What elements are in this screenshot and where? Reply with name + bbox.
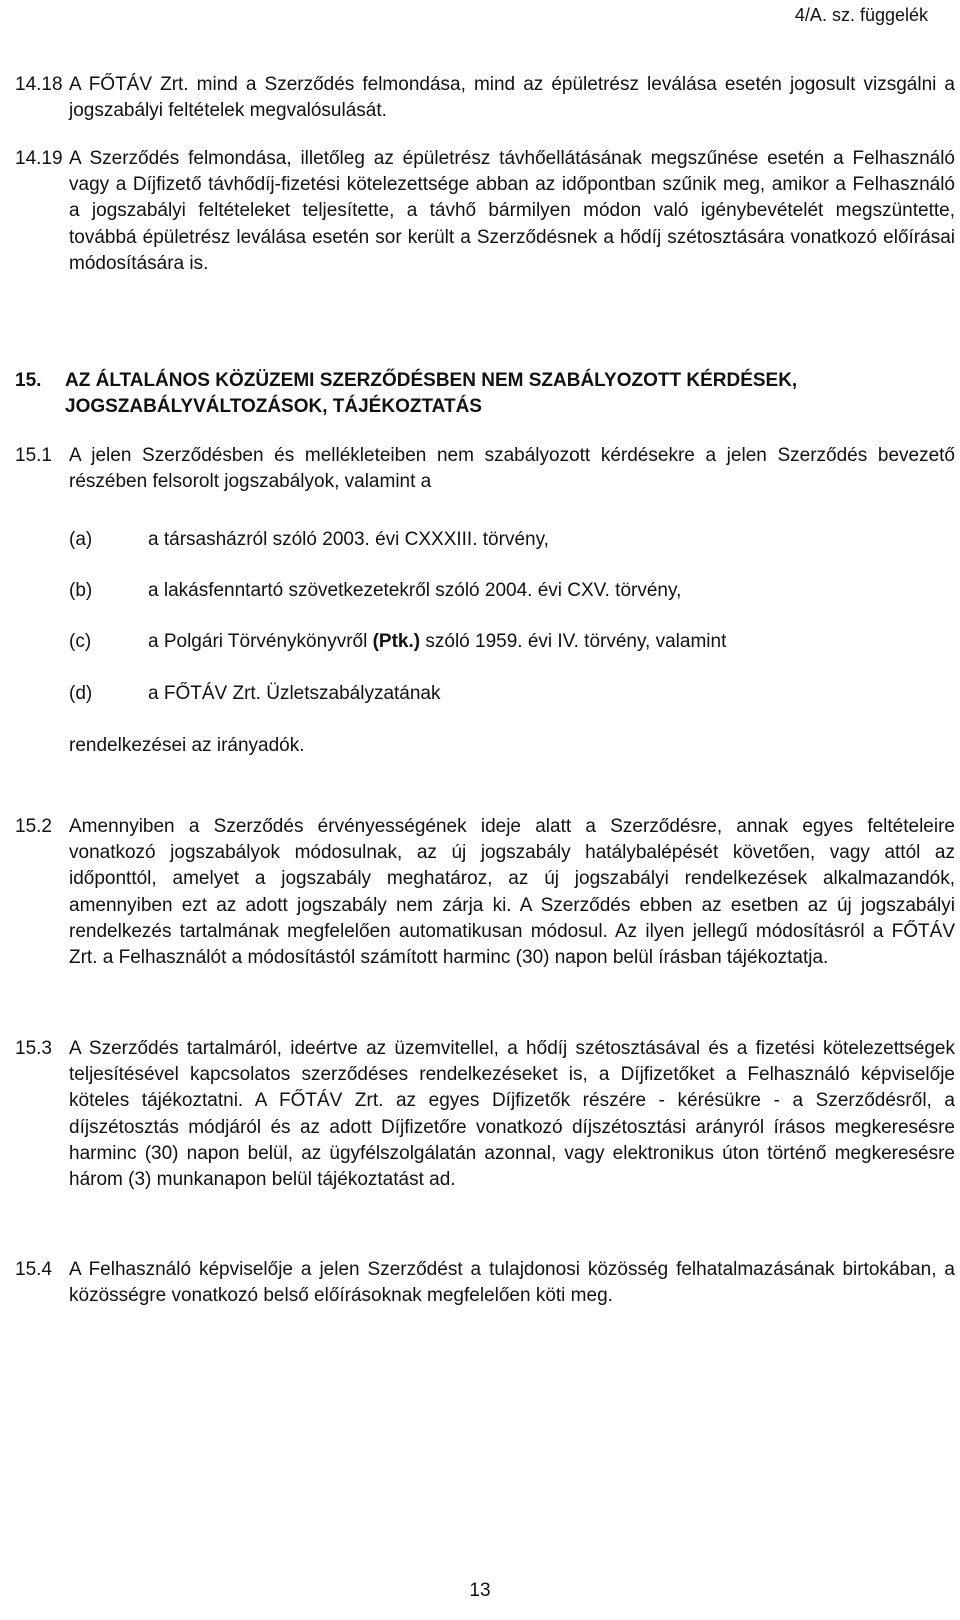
- list-item-text-c-after: szóló 1959. évi IV. törvény, valamint: [420, 631, 727, 652]
- list-item-label-a: (a): [69, 529, 93, 550]
- section-number-14-18: 14.18: [15, 74, 63, 95]
- section-text-14-18: A FŐTÁV Zrt. mind a Szerződés felmondása, mind az épületrész leválása esetén jogosult vizsgálni a jogszabályi feltételek megvalósulását.: [69, 74, 955, 122]
- section-text-15-1: A jelen Szerződésben és mellékleteiben nem szabályozott kérdésekre a jelen Szerződés bevezető részében felsorolt jogszabályok, valamint a: [69, 445, 955, 493]
- list-item-text-d: a FŐTÁV Zrt. Üzletszabályzatának: [148, 683, 441, 704]
- list-item-text-c: [148, 629, 726, 655]
- section-number-15-3: 15.3: [15, 1038, 52, 1059]
- section-closing-15-1: rendelkezései az irányadók.: [69, 735, 305, 756]
- page-number: 13: [469, 1580, 491, 1601]
- list-item-text-a: a társasházról szóló 2003. évi CXXXIII. törvény,: [148, 529, 549, 550]
- section-text-15-3: A Szerződés tartalmáról, ideértve az üzemvitellel, a hődíj szétosztásával és a fizetési kötelezettségek teljesítésével kapcsolatos szerződéses rendelkezéseket is, a Díjfizetőket a Felhasználó képviselője köteles tájékoztatni. A FŐTÁV Zrt. az egyes Díjfizetők részére - kérésükre - a Szerződésről, a díjszétosztás módjáról és az adott Díjfizetőre vonatkozó díjszétosztási arányról írásos megkeresésre harminc (30) napon belül, az ügyfélszolgálatán azonnal, vagy elektronikus úton történő megkeresésre három (3) munkanapon belül tájékoztatást ad.: [69, 1038, 955, 1191]
- section-text-15-4: A Felhasználó képviselője a jelen Szerződést a tulajdonosi közösség felhatalmazásának birtokában, a közösségre vonatkozó belső előírásoknak megfelelően köti meg.: [69, 1259, 955, 1307]
- section-text-15-2: Amennyiben a Szerződés érvényességének ideje alatt a Szerződésre, annak egyes feltételeire vonatkozó jogszabályok módosulnak, az új jogszabály hatálybalépését követően, vagy attól az időponttól, amelyet a jogszabály meghatároz, az új jogszabályi rendelkezések alkalmazandók, amennyiben ezt az adott jogszabály nem zárja ki. A Szerződés ebben az esetben az új jogszabályi rendelkezés tartalmának megfelelően automatikusan módosul. Az ilyen jellegű módosításról a FŐTÁV Zrt. a Felhasználót a módosítástól számított harminc (30) napon belül írásban tájékoztatja.: [69, 816, 955, 969]
- section-number-15-1: 15.1: [15, 445, 52, 466]
- list-item-label-c: (c): [69, 631, 92, 652]
- list-item-label-d: (d): [69, 683, 93, 704]
- section-text-14-19: A Szerződés felmondása, illetőleg az épületrész távhőellátásának megszűnése esetén a Felhasználó vagy a Díjfizető távhődíj-fizetési kötelezettsége abban az időpontban szűnik meg, amikor a Felhasználó a jogszabályi feltételeket teljesítette, a távhő bármilyen módon való igénybevételét megszüntette, továbbá épületrész leválása esetén sor került a Szerződésnek a hődíj szétosztására vonatkozó előírásai módosítására is.: [69, 148, 955, 274]
- ptk-abbreviation: (Ptk.): [372, 631, 421, 652]
- list-item-text-b: a lakásfenntartó szövetkezetekről szóló 2004. évi CXV. törvény,: [148, 580, 682, 601]
- chapter-title-15: AZ ÁLTALÁNOS KÖZÜZEMI SZERZŐDÉSBEN NEM SZABÁLYOZOTT KÉRDÉSEK, JOGSZABÁLYVÁLTOZÁSOK, TÁJÉKOZTATÁS: [65, 370, 798, 417]
- chapter-number-15: 15.: [15, 370, 42, 391]
- section-number-15-4: 15.4: [15, 1259, 52, 1280]
- list-item-label-b: (b): [69, 580, 93, 601]
- section-number-15-2: 15.2: [15, 816, 52, 837]
- list-item-text-c-before: a Polgári Törvénykönyvről: [148, 631, 373, 652]
- appendix-label: 4/A. sz. függelék: [794, 5, 928, 25]
- section-number-14-19: 14.19: [15, 148, 63, 169]
